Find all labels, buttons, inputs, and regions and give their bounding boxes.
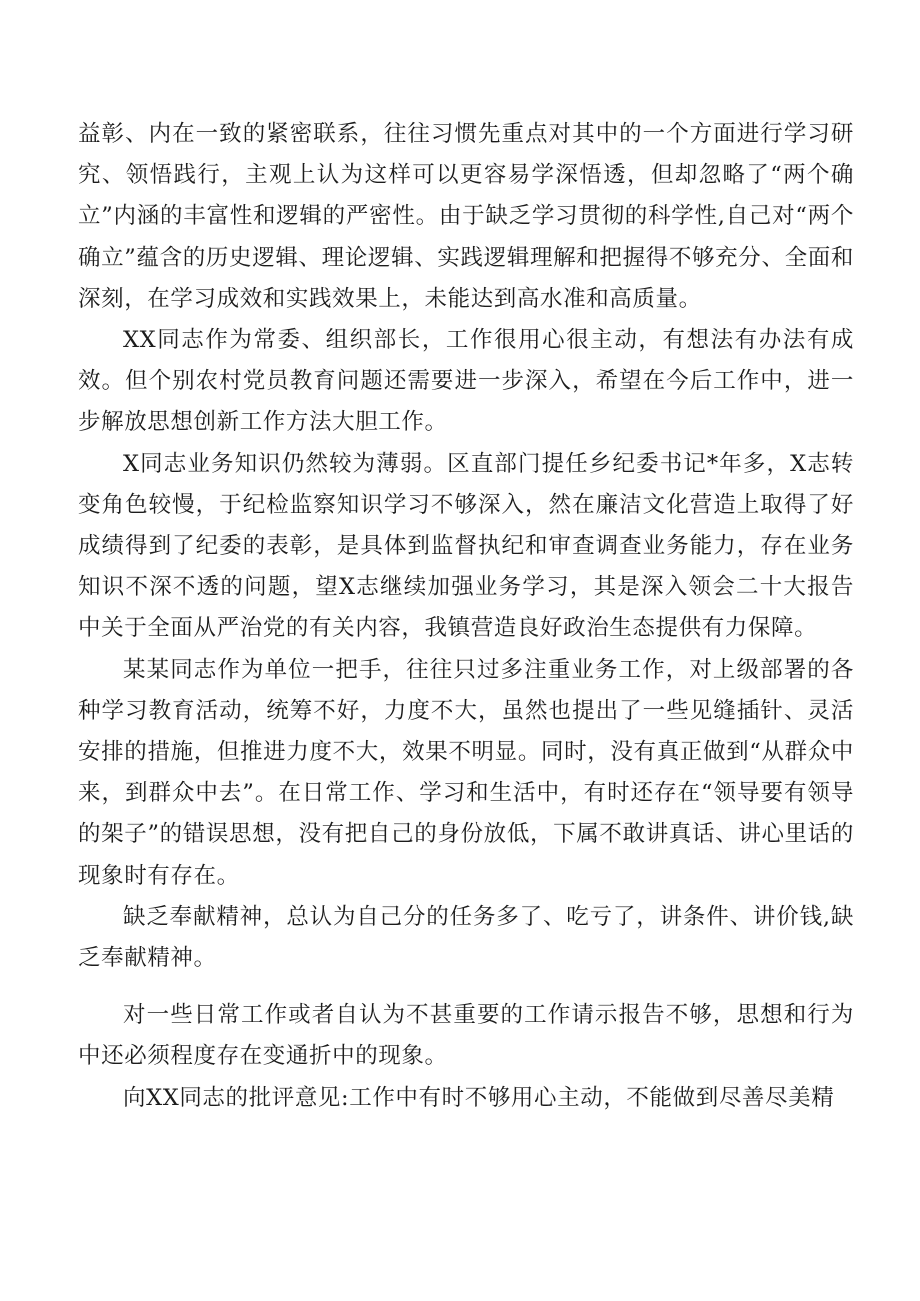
document-body bbox=[78, 114, 854, 1119]
paragraph-x-discipline-knowledge: X同志业务知识仍然较为薄弱。区直部门提任乡纪委书记*年多，X志转变角色较慢，于纪检监察知识学习不够深入，然在廉洁文化营造上取得了好成绩得到了纪委的表彰，是具体到监督执纪和审查调查业务能力，存在业务知识不深不透的问题，望X志继续加强业务学习，其是深入领会二十大报告中关于全面从严治党的有关内容，我镇营造良好政治生态提供有力保障。 bbox=[78, 450, 854, 642]
paragraph-criticism-xx: 向XX同志的批评意见:工作中有时不够用心主动，不能做到尽善尽美精 bbox=[123, 1084, 835, 1111]
paragraph-reporting-insufficient: 对一些日常工作或者自认为不甚重要的工作请示报告不够，思想和行为中还必须程度存在变通折中的现象。 bbox=[78, 1002, 854, 1070]
paragraph-unit-leader: 某某同志作为单位一把手，往往只过多注重业务工作，对上级部署的各种学习教育活动，统筹不好，力度不大，虽然也提出了一些见缝插针、灵活安排的措施，但推进力度不大，效果不明显。同时，没有真正做到“从群众中来，到群众中去”。在日常工作、学习和生活中，有时还存在“领导要有领导的架子”的错误思想，没有把自己的身份放低，下属不敢讲真话、讲心里话的现象时有存在。 bbox=[78, 656, 854, 889]
paragraph-lack-of-dedication: 缺乏奉献精神，总认为自己分的任务多了、吃亏了，讲条件、讲价钱,缺乏奉献精神。 bbox=[78, 903, 854, 972]
paragraph-continuation: 益彰、内在一致的紧密联系，往往习惯先重点对其中的一个方面进行学习研究、领悟践行，主观上认为这样可以更容易学深悟透，但却忽略了“两个确立”内涵的丰富性和逻辑的严密性。由于缺乏学习贯彻的科学性,自己对“两个确立”蕴含的历史逻辑、理论逻辑、实践逻辑理解和把握得不够充分、全面和深刻，在学习成效和实践效果上，未能达到高水准和高质量。 bbox=[78, 121, 854, 312]
paragraph-xx-organization-minister: XX同志作为常委、组织部长，工作很用心很主动，有想法有办法有成效。但个别农村党员教育问题还需要进一步深入，希望在今后工作中，进一步解放思想创新工作方法大胆工作。 bbox=[78, 327, 854, 436]
